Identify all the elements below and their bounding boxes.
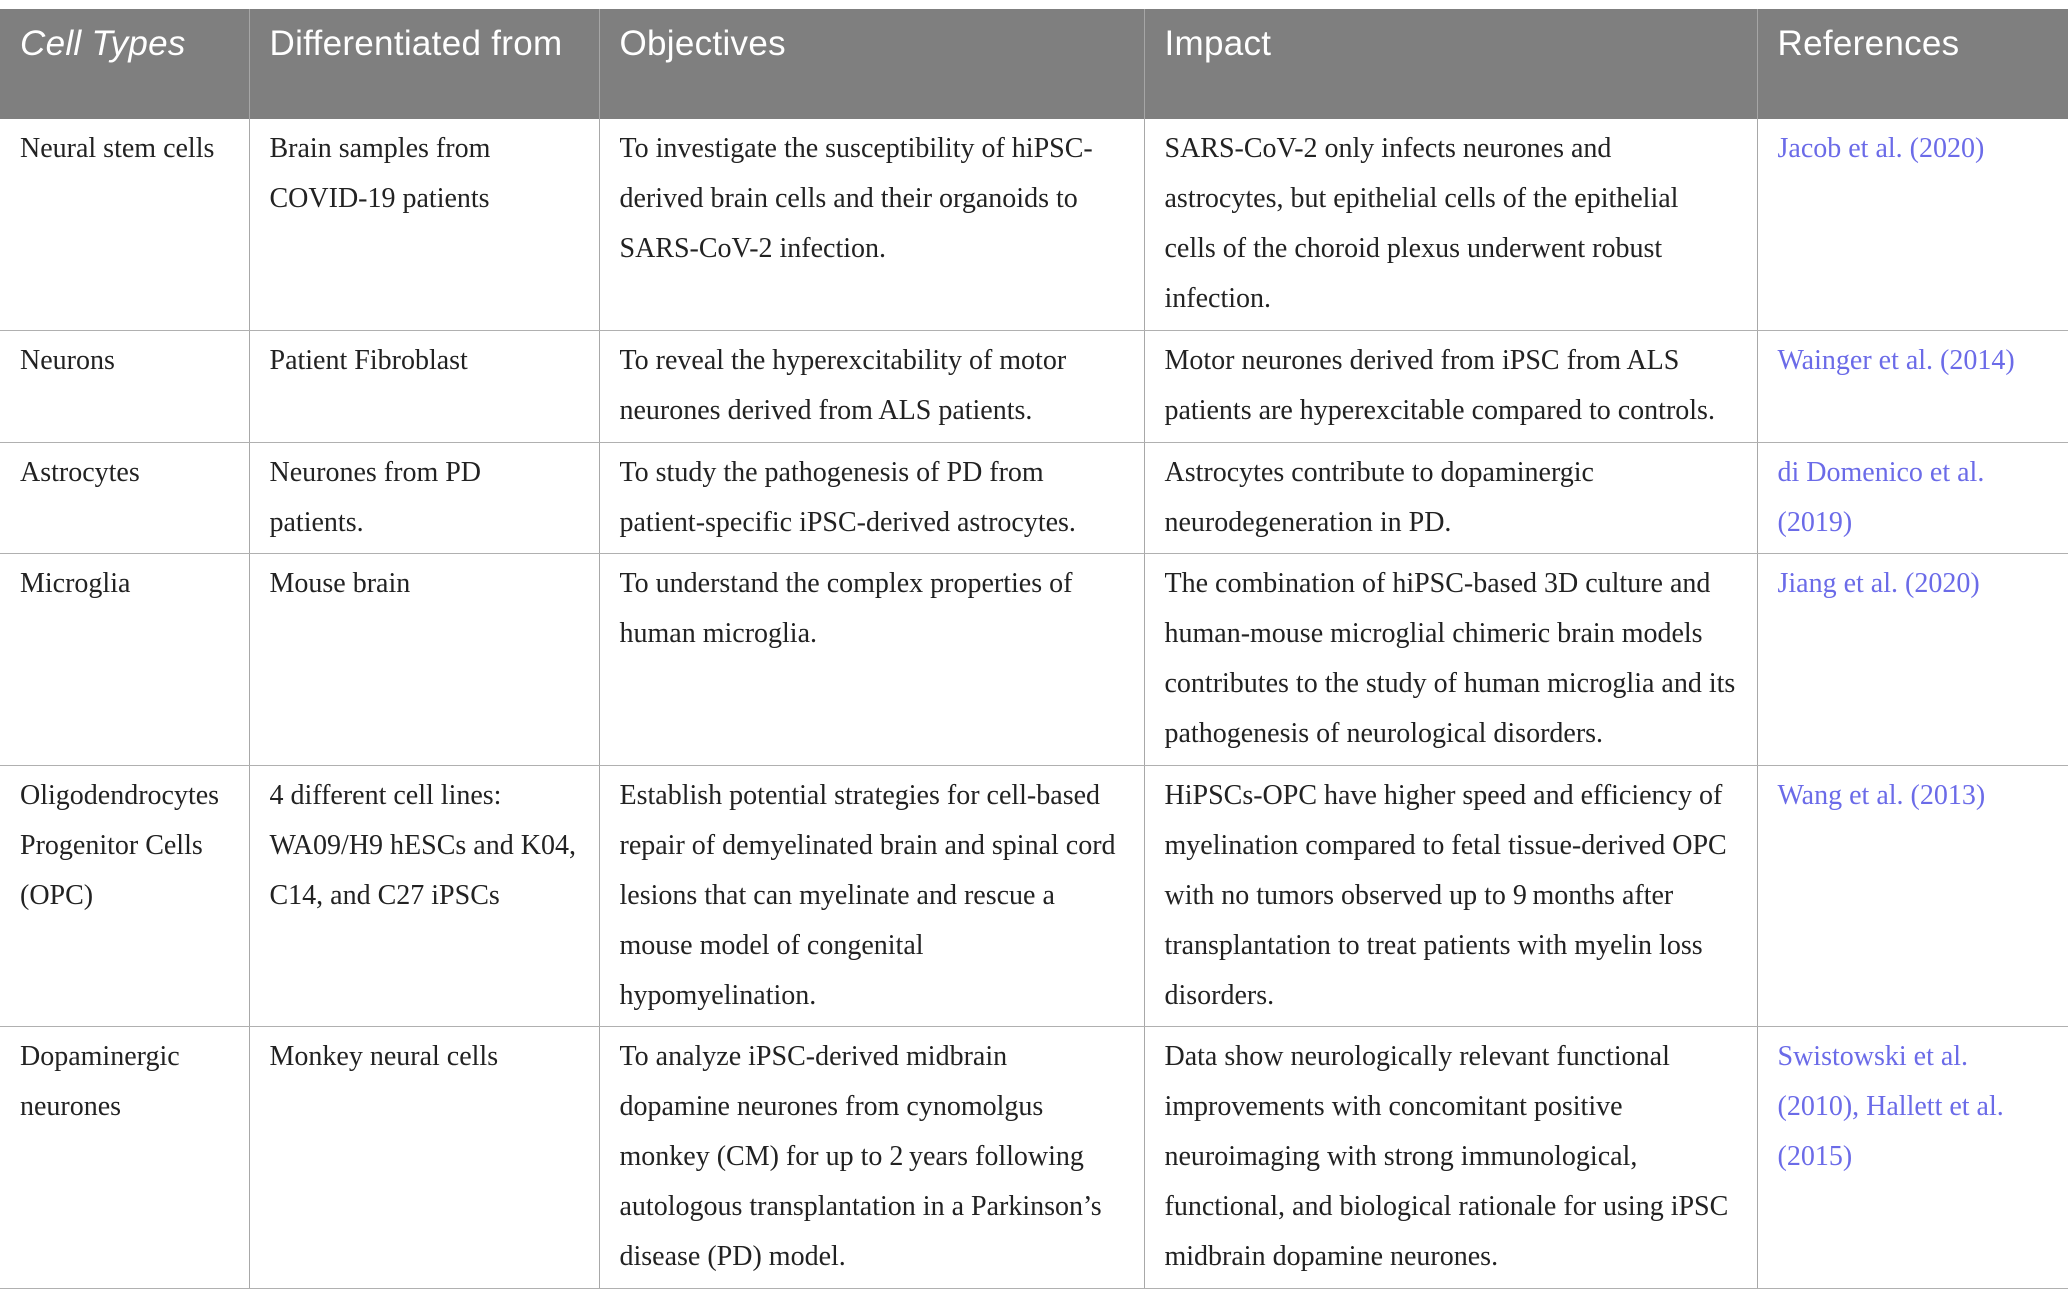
header-row <box>0 9 2068 119</box>
table-row <box>0 1026 2068 1288</box>
header-references: References <box>1757 9 2068 119</box>
differentiated-from: 4 different cell lines: WA09/H9 hESCs and K04, C14, and C27 iPSCs <box>249 765 599 1026</box>
impact: Data show neurologically relevant functional improvements with concomitant positive neuroimaging with strong immunological, functional, and biological rationale for using iPSC midbrain dopamine neurones. <box>1144 1026 1757 1288</box>
header-differentiated-from: Differentiated from <box>249 9 599 119</box>
cell-type: Oligodendrocytes Progenitor Cells (OPC) <box>0 765 249 1026</box>
header-impact: Impact <box>1144 9 1757 119</box>
table-row <box>0 765 2068 1026</box>
table-row <box>0 442 2068 553</box>
reference-link[interactable]: Wainger et al. (2014) <box>1757 330 2068 442</box>
reference-link[interactable]: Jiang et al. (2020) <box>1757 553 2068 765</box>
objectives: To reveal the hyperexcitability of motor neurones derived from ALS patients. <box>599 330 1144 442</box>
cell-type: Astrocytes <box>0 442 249 553</box>
differentiated-from: Neurones from PD patients. <box>249 442 599 553</box>
cell-type: Neural stem cells <box>0 119 249 330</box>
reference-link[interactable]: Wang et al. (2013) <box>1757 765 2068 1026</box>
cell-type: Microglia <box>0 553 249 765</box>
objectives: To investigate the susceptibility of hiPSC-derived brain cells and their organoids to SARS-CoV-2 infection. <box>599 119 1144 330</box>
impact: HiPSCs-OPC have higher speed and efficiency of myelination compared to fetal tissue-derived OPC with no tumors observed up to 9 months after transplantation to treat patients with myelin loss disorders. <box>1144 765 1757 1026</box>
table-body <box>0 119 2068 1288</box>
cell-type: Neurons <box>0 330 249 442</box>
header-cell-types: Cell Types <box>20 24 186 63</box>
cell-types-table-container <box>0 9 2068 1289</box>
table-row <box>0 330 2068 442</box>
differentiated-from: Monkey neural cells <box>249 1026 599 1288</box>
objectives: Establish potential strategies for cell-based repair of demyelinated brain and spinal cord lesions that can myelinate and rescue a mouse model of congenital hypomyelination. <box>599 765 1144 1026</box>
objectives: To analyze iPSC-derived midbrain dopamine neurones from cynomolgus monkey (CM) for up to 2 years following autologous transplantation in a Parkinson’s disease (PD) model. <box>599 1026 1144 1288</box>
impact: Astrocytes contribute to dopaminergic neurodegeneration in PD. <box>1144 442 1757 553</box>
impact: The combination of hiPSC-based 3D culture and human-mouse microglial chimeric brain models contributes to the study of human microglia and its pathogenesis of neurological disorders. <box>1144 553 1757 765</box>
table-row <box>0 119 2068 330</box>
cell-types-table <box>0 9 2068 1289</box>
cell-type: Dopaminergic neurones <box>0 1026 249 1288</box>
differentiated-from: Patient Fibroblast <box>249 330 599 442</box>
differentiated-from: Brain samples from COVID-19 patients <box>249 119 599 330</box>
table-header <box>0 9 2068 119</box>
reference-link[interactable]: di Domenico et al. (2019) <box>1757 442 2068 553</box>
objectives: To understand the complex properties of human microglia. <box>599 553 1144 765</box>
objectives: To study the pathogenesis of PD from patient-specific iPSC-derived astrocytes. <box>599 442 1144 553</box>
header-objectives: Objectives <box>599 9 1144 119</box>
reference-link[interactable]: Swistowski et al. (2010), Hallett et al. (2015) <box>1757 1026 2068 1288</box>
table-row <box>0 553 2068 765</box>
reference-link[interactable]: Jacob et al. (2020) <box>1757 119 2068 330</box>
impact: SARS-CoV-2 only infects neurones and astrocytes, but epithelial cells of the epithelial cells of the choroid plexus underwent robust infection. <box>1144 119 1757 330</box>
impact: Motor neurones derived from iPSC from ALS patients are hyperexcitable compared to controls. <box>1144 330 1757 442</box>
differentiated-from: Mouse brain <box>249 553 599 765</box>
